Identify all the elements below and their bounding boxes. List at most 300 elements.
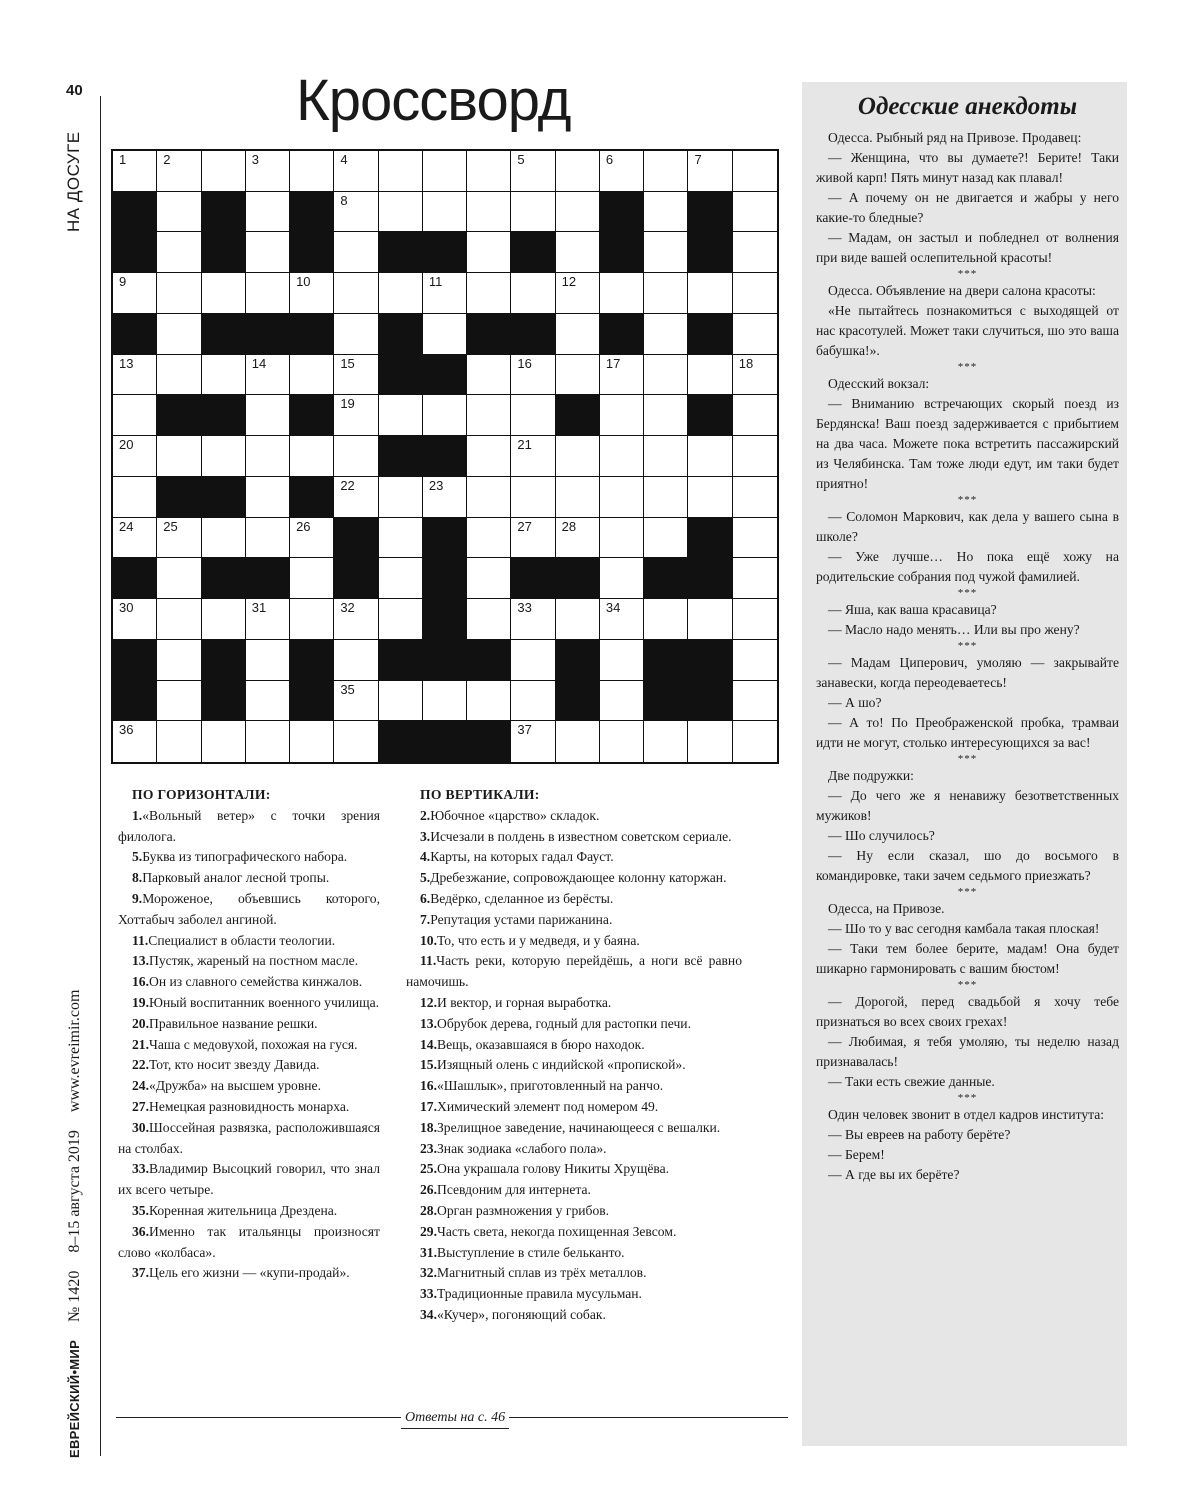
crossword-cell[interactable] [733, 436, 777, 477]
crossword-cell[interactable] [246, 518, 290, 559]
joke-line: — Соломон Маркович, как дела у вашего сына в школе? [816, 509, 1119, 544]
crossword-cell[interactable] [688, 477, 732, 518]
crossword-black-cell [334, 518, 378, 559]
crossword-cell[interactable] [644, 721, 688, 762]
crossword-cell[interactable] [334, 681, 378, 722]
crossword-cell[interactable] [334, 151, 378, 192]
clue-number-label: 19. [132, 994, 149, 1010]
joke [816, 281, 1119, 361]
joke-separator: *** [957, 979, 978, 991]
crossword-cell[interactable] [688, 355, 732, 396]
answers-note[interactable]: Ответы на с. 46 [401, 1408, 509, 1429]
joke-line: Одесса, на Привозе. [828, 901, 945, 916]
page-title: Кроссворд [296, 68, 571, 133]
crossword-cell[interactable] [688, 273, 732, 314]
crossword-black-cell [423, 558, 467, 599]
crossword-cell[interactable] [467, 395, 511, 436]
crossword-cell[interactable] [290, 436, 334, 477]
clue-text: Владимир Высоцкий говорил, что знал их всего четыре. [118, 1161, 380, 1198]
crossword-cell[interactable] [157, 558, 201, 599]
crossword-cell[interactable] [202, 721, 246, 762]
crossword-cell[interactable] [733, 232, 777, 273]
crossword-cell[interactable] [334, 477, 378, 518]
crossword-cell[interactable] [467, 558, 511, 599]
clue-text: Юный воспитанник военного училища. [149, 994, 380, 1010]
crossword-cell[interactable] [733, 640, 777, 681]
clue-number: 17 [605, 355, 621, 371]
clue-number-label: 30. [132, 1119, 149, 1135]
clue-number-label: 20. [132, 1015, 149, 1031]
crossword-cell[interactable] [467, 599, 511, 640]
crossword-cell[interactable] [467, 151, 511, 192]
crossword-cell[interactable] [733, 477, 777, 518]
across-clue [118, 972, 380, 993]
down-clue [406, 1097, 742, 1118]
crossword-cell[interactable] [600, 273, 644, 314]
clue-number: 11 [428, 274, 443, 290]
crossword-cell[interactable] [113, 355, 157, 396]
clue-number: 35 [340, 681, 355, 697]
joke-separator: *** [957, 268, 978, 280]
crossword-black-cell [511, 314, 555, 355]
joke-line: — Масло надо менять… Или вы про жену? [828, 622, 1080, 637]
clue-number-label: 13. [420, 1015, 437, 1031]
clue-number: 30 [119, 600, 134, 616]
crossword-cell[interactable] [157, 314, 201, 355]
clue-number-label: 8. [132, 870, 143, 886]
crossword-black-cell [202, 232, 246, 273]
clue-number: 26 [296, 518, 311, 534]
joke-line: — Мадам Циперович, умоляю — закрывайте занавески, когда переодеваетесь! [816, 655, 1119, 690]
crossword-cell[interactable] [334, 192, 378, 233]
crossword-cell[interactable] [246, 477, 290, 518]
crossword-cell[interactable] [290, 151, 334, 192]
crossword-cell[interactable] [423, 151, 467, 192]
crossword-cell[interactable] [246, 273, 290, 314]
across-clue [118, 1222, 380, 1264]
crossword-black-cell [290, 681, 334, 722]
clue-number: 2 [163, 152, 171, 167]
publication-brand: ЕВРЕЙСКИЙ•МИР [67, 1339, 82, 1458]
clue-number-label: 25. [420, 1161, 437, 1177]
crossword-cell[interactable] [600, 558, 644, 599]
crossword-cell[interactable] [644, 518, 688, 559]
crossword-cell[interactable] [600, 721, 644, 762]
down-clue [406, 889, 742, 910]
crossword-cell[interactable] [644, 192, 688, 233]
crossword-cell[interactable] [511, 477, 555, 518]
crossword-cell[interactable] [423, 273, 467, 314]
crossword-cell[interactable] [644, 232, 688, 273]
joke-line: — Таки есть свежие данные. [828, 1074, 995, 1089]
joke-line: — А шо? [828, 695, 882, 710]
clue-text: Орган размножения у грибов. [437, 1202, 610, 1218]
across-clue [118, 1097, 380, 1118]
answers-note-row [116, 1408, 788, 1428]
crossword-black-cell [556, 640, 600, 681]
across-clue [118, 993, 380, 1014]
crossword-cell[interactable] [334, 436, 378, 477]
clue-number: 24 [119, 518, 134, 534]
crossword-cell[interactable] [556, 436, 600, 477]
crossword-cell[interactable] [600, 599, 644, 640]
crossword-cell[interactable] [556, 192, 600, 233]
crossword-cell[interactable] [556, 314, 600, 355]
crossword-cell[interactable] [246, 721, 290, 762]
crossword-cell[interactable] [157, 273, 201, 314]
crossword-black-cell [113, 558, 157, 599]
crossword-cell[interactable] [644, 273, 688, 314]
crossword-cell[interactable] [379, 477, 423, 518]
crossword-cell[interactable] [600, 681, 644, 722]
crossword-cell[interactable] [600, 395, 644, 436]
clue-text: Зрелищное заведение, начинающееся с вешалки. [437, 1119, 721, 1135]
clue-number-label: 18. [420, 1119, 437, 1135]
crossword-cell[interactable] [423, 395, 467, 436]
crossword-cell[interactable] [113, 273, 157, 314]
crossword-cell[interactable] [733, 681, 777, 722]
crossword-black-cell [113, 232, 157, 273]
crossword-cell[interactable] [688, 436, 732, 477]
crossword-cell[interactable] [511, 273, 555, 314]
crossword-cell[interactable] [511, 395, 555, 436]
clue-number-label: 27. [132, 1098, 149, 1114]
joke-line: — А где вы их берёте? [828, 1167, 960, 1182]
crossword-cell[interactable] [246, 436, 290, 477]
clue-number-label: 24. [132, 1078, 149, 1094]
crossword-black-cell [511, 232, 555, 273]
clue-text: Традиционные правила мусульман. [437, 1286, 642, 1302]
crossword-cell[interactable] [644, 314, 688, 355]
crossword-cell[interactable] [334, 232, 378, 273]
issue-number: № 1420 [66, 1270, 83, 1322]
crossword-cell[interactable] [600, 151, 644, 192]
down-clue [406, 1243, 742, 1264]
clue-number-label: 33. [420, 1286, 437, 1302]
crossword-cell[interactable] [467, 436, 511, 477]
crossword-cell[interactable] [733, 355, 777, 396]
clue-number: 37 [517, 722, 532, 738]
crossword-black-cell [379, 436, 423, 477]
joke-line: — А то! По Преображенской пробка, трамваи идти не могут, столько интересующихся за вас! [816, 715, 1119, 750]
crossword-cell[interactable] [379, 518, 423, 559]
crossword-cell[interactable] [511, 721, 555, 762]
crossword-cell[interactable] [334, 395, 378, 436]
crossword-black-cell [202, 192, 246, 233]
across-clue [118, 847, 380, 868]
crossword-cell[interactable] [688, 599, 732, 640]
crossword-cell[interactable] [334, 273, 378, 314]
crossword-cell[interactable] [157, 436, 201, 477]
crossword-cell[interactable] [246, 192, 290, 233]
clue-number: 36 [119, 722, 134, 738]
crossword-cell[interactable] [246, 599, 290, 640]
joke [816, 766, 1119, 886]
crossword-cell[interactable] [511, 151, 555, 192]
clue-text: Исчезали в полдень в известном советском сериале. [430, 828, 732, 844]
clue-number-label: 10. [420, 932, 437, 948]
clue-number: 20 [119, 437, 134, 453]
crossword-cell[interactable] [733, 518, 777, 559]
clue-text: Правильное название решки. [149, 1015, 318, 1031]
down-clue [406, 1014, 742, 1035]
crossword-cell[interactable] [556, 273, 600, 314]
crossword-cell[interactable] [644, 355, 688, 396]
crossword-cell[interactable] [644, 151, 688, 192]
crossword-cell[interactable] [733, 599, 777, 640]
crossword-cell[interactable] [379, 558, 423, 599]
joke-separator: *** [957, 640, 978, 652]
crossword-cell[interactable] [379, 681, 423, 722]
clue-number: 14 [251, 355, 267, 371]
crossword-cell[interactable] [157, 640, 201, 681]
crossword-cell[interactable] [467, 273, 511, 314]
crossword-cell[interactable] [290, 518, 334, 559]
crossword-cell[interactable] [556, 518, 600, 559]
down-clue [406, 931, 742, 952]
crossword-black-cell [113, 314, 157, 355]
down-clue [406, 993, 742, 1014]
clue-text: Карты, на которых гадал Фауст. [430, 849, 614, 865]
crossword-cell[interactable] [113, 518, 157, 559]
crossword-cell[interactable] [246, 232, 290, 273]
clue-text: Она украшала голову Никиты Хрущёва. [437, 1161, 670, 1177]
clue-number: 25 [163, 518, 178, 534]
joke-line: Одесский вокзал: [828, 376, 930, 391]
crossword-cell[interactable] [600, 355, 644, 396]
crossword-cell[interactable] [334, 599, 378, 640]
crossword-cell[interactable] [157, 232, 201, 273]
crossword-cell[interactable] [246, 640, 290, 681]
clue-number: 31 [251, 600, 267, 616]
crossword-cell[interactable] [511, 192, 555, 233]
crossword-cell[interactable] [556, 721, 600, 762]
crossword-cell[interactable] [688, 721, 732, 762]
crossword-cell[interactable] [600, 436, 644, 477]
crossword-cell[interactable] [467, 232, 511, 273]
crossword-cell[interactable] [467, 477, 511, 518]
crossword-black-cell [688, 518, 732, 559]
crossword-cell[interactable] [644, 395, 688, 436]
crossword-cell[interactable] [644, 599, 688, 640]
crossword-cell[interactable] [423, 314, 467, 355]
crossword-cell[interactable] [556, 151, 600, 192]
crossword-cell[interactable] [202, 518, 246, 559]
clue-number: 13 [119, 355, 134, 371]
crossword-cell[interactable] [733, 721, 777, 762]
clues-across [118, 785, 380, 1284]
crossword-cell[interactable] [467, 192, 511, 233]
clue-number-label: 32. [420, 1265, 437, 1281]
joke-line: — До чего же я ненавижу безответственных мужиков! [816, 788, 1119, 823]
clue-number-label: 29. [420, 1223, 437, 1239]
joke-separator: *** [957, 1092, 978, 1104]
crossword-cell[interactable] [379, 395, 423, 436]
crossword-cell[interactable] [113, 599, 157, 640]
crossword-cell[interactable] [379, 151, 423, 192]
crossword-cell[interactable] [733, 314, 777, 355]
clue-text: «Кучер», погоняющий собак. [437, 1306, 606, 1322]
clue-text: Обрубок дерева, годный для растопки печи. [437, 1015, 691, 1031]
crossword-black-cell [290, 395, 334, 436]
joke-line: — Мадам, он застыл и побледнел от волнения при виде вашей ослепительной красоты! [816, 230, 1119, 265]
clues-down [406, 785, 742, 1326]
down-clue [406, 951, 742, 993]
crossword-cell[interactable] [556, 355, 600, 396]
clue-text: Именно так итальянцы произносят слово «колбаса». [118, 1223, 380, 1260]
crossword-cell[interactable] [246, 395, 290, 436]
crossword-cell[interactable] [202, 355, 246, 396]
crossword-cell[interactable] [290, 355, 334, 396]
crossword-cell[interactable] [556, 599, 600, 640]
clue-text: Пустяк, жареный на постном масле. [149, 953, 359, 969]
clue-number: 8 [340, 192, 348, 208]
clue-text: Часть реки, которую перейдёшь, а ноги всё равно намочишь. [406, 953, 742, 990]
crossword-cell[interactable] [202, 436, 246, 477]
joke [816, 128, 1119, 268]
clue-number-label: 34. [420, 1306, 437, 1322]
crossword-cell[interactable] [290, 721, 334, 762]
clue-number-label: 33. [132, 1161, 149, 1177]
clue-text: Изящный олень с индийской «пропиской». [437, 1057, 686, 1073]
crossword-cell[interactable] [600, 640, 644, 681]
crossword-cell[interactable] [644, 477, 688, 518]
crossword-cell[interactable] [733, 273, 777, 314]
down-clue [406, 1159, 742, 1180]
crossword-cell[interactable] [157, 518, 201, 559]
down-clue [406, 1201, 742, 1222]
crossword-cell[interactable] [246, 151, 290, 192]
crossword-cell[interactable] [157, 192, 201, 233]
joke [816, 507, 1119, 587]
crossword-cell[interactable] [733, 192, 777, 233]
crossword-black-cell [688, 192, 732, 233]
crossword-black-cell [688, 232, 732, 273]
crossword-cell[interactable] [113, 395, 157, 436]
crossword-cell[interactable] [467, 518, 511, 559]
crossword-cell[interactable] [334, 721, 378, 762]
clue-text: Чаша с медовухой, похожая на гуся. [149, 1036, 358, 1052]
clue-number-label: 9. [132, 890, 143, 906]
joke-separator: *** [957, 494, 978, 506]
crossword-cell[interactable] [157, 721, 201, 762]
crossword-black-cell [423, 599, 467, 640]
crossword-cell[interactable] [423, 477, 467, 518]
crossword-cell[interactable] [113, 721, 157, 762]
crossword-cell[interactable] [334, 314, 378, 355]
across-list [118, 806, 380, 1284]
crossword-black-cell [202, 477, 246, 518]
crossword-cell[interactable] [511, 640, 555, 681]
clue-text: Коренная жительница Дрездена. [149, 1202, 338, 1218]
crossword-cell[interactable] [423, 192, 467, 233]
crossword-black-cell [379, 355, 423, 396]
crossword-cell[interactable] [733, 151, 777, 192]
website-link[interactable]: www.evreimir.com [66, 989, 83, 1113]
crossword-cell[interactable] [290, 599, 334, 640]
crossword-cell[interactable] [379, 192, 423, 233]
clue-text: «Дружба» на высшем уровне. [149, 1078, 321, 1094]
crossword-cell[interactable] [113, 151, 157, 192]
crossword-cell[interactable] [202, 273, 246, 314]
crossword-black-cell [423, 355, 467, 396]
crossword-cell[interactable] [379, 599, 423, 640]
crossword-black-cell [202, 314, 246, 355]
crossword-cell[interactable] [644, 436, 688, 477]
crossword-cell[interactable] [246, 355, 290, 396]
crossword-cell[interactable] [202, 151, 246, 192]
crossword-cell[interactable] [511, 681, 555, 722]
crossword-cell[interactable] [467, 355, 511, 396]
down-clue [406, 806, 742, 827]
crossword-cell[interactable] [733, 395, 777, 436]
clue-number-label: 23. [420, 1140, 437, 1156]
clue-number: 12 [561, 274, 577, 290]
joke [816, 374, 1119, 494]
crossword-cell[interactable] [202, 599, 246, 640]
crossword-cell[interactable] [157, 599, 201, 640]
crossword-cell[interactable] [688, 151, 732, 192]
crossword-cell[interactable] [334, 355, 378, 396]
crossword-cell[interactable] [556, 477, 600, 518]
crossword-cell[interactable] [511, 436, 555, 477]
clue-number-label: 5. [420, 870, 431, 886]
crossword-cell[interactable] [511, 355, 555, 396]
crossword-cell[interactable] [733, 558, 777, 599]
crossword-cell[interactable] [423, 681, 467, 722]
crossword-cell[interactable] [290, 558, 334, 599]
crossword-cell[interactable] [556, 232, 600, 273]
crossword-cell[interactable] [511, 518, 555, 559]
crossword-cell[interactable] [290, 273, 334, 314]
clue-text: Цель его жизни — «купи-продай». [149, 1265, 350, 1281]
crossword-black-cell [423, 721, 467, 762]
clue-number-label: 12. [420, 994, 437, 1010]
clue-number-label: 11. [132, 932, 149, 948]
crossword-cell[interactable] [379, 273, 423, 314]
crossword-cell[interactable] [157, 151, 201, 192]
down-clue [406, 1055, 742, 1076]
crossword-cell[interactable] [467, 681, 511, 722]
clue-number: 16 [517, 355, 532, 371]
crossword-cell[interactable] [246, 681, 290, 722]
crossword-black-cell [379, 232, 423, 273]
crossword-cell[interactable] [511, 599, 555, 640]
clue-text: Псевдоним для интернета. [437, 1182, 591, 1198]
clue-text: То, что есть и у медведя, и у баяна. [437, 932, 640, 948]
crossword-cell[interactable] [600, 518, 644, 559]
crossword-black-cell [202, 395, 246, 436]
crossword-cell[interactable] [600, 477, 644, 518]
crossword-black-cell [688, 681, 732, 722]
crossword-cell[interactable] [113, 477, 157, 518]
crossword-cell[interactable] [157, 681, 201, 722]
joke-line: — Вы евреев на работу берёте? [828, 1127, 1011, 1142]
crossword-cell[interactable] [157, 355, 201, 396]
crossword-black-cell [556, 558, 600, 599]
down-list [406, 806, 742, 1326]
down-heading: ПО ВЕРТИКАЛИ: [420, 787, 540, 802]
joke-line: — Уже лучше… Но пока ещё хожу на родительские собрания под чужой фамилией. [816, 549, 1119, 584]
across-clue [118, 1118, 380, 1160]
across-clue [118, 951, 380, 972]
crossword-black-cell [688, 314, 732, 355]
clue-text: «Вольный ветер» с точки зрения филолога. [118, 807, 380, 844]
clue-text: Часть света, некогда похищенная Зевсом. [437, 1223, 677, 1239]
joke-separator: *** [957, 587, 978, 599]
crossword-cell[interactable] [113, 436, 157, 477]
crossword-cell[interactable] [334, 640, 378, 681]
